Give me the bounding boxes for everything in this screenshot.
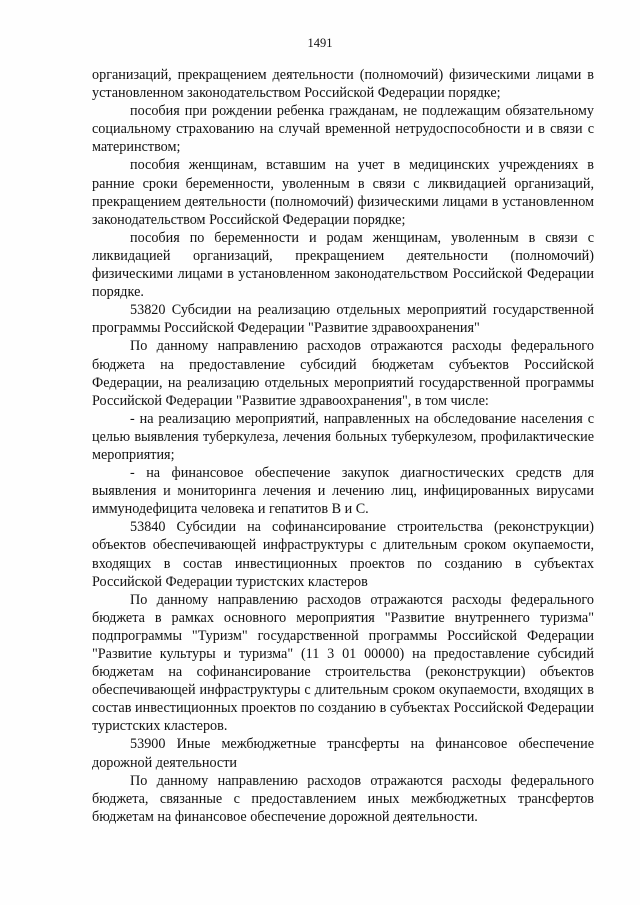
paragraph-maternity-benefit: пособия по беременности и родам женщинам, уволенным в связи с ликвидацией организаций, прекращением деятельности (полномочий) физическими лицами в установленном законодательством Российской Федерации порядке. <box>92 229 594 301</box>
list-item-tuberculosis: - на реализацию мероприятий, направленных на обследование населения с целью выявления туберкулеза, лечения больных туберкулезом, профилактические мероприятия; <box>92 410 594 463</box>
paragraph-continuation: организаций, прекращением деятельности (полномочий) физическими лицами в установленном законодательством Российской Федерации порядке; <box>92 67 594 102</box>
heading-53840: 53840 Субсидии на софинансирование строительства (реконструкции) объектов обеспечивающей инфраструктуры с длительным сроком окупаемости, входящих в состав инвестиционных проектов по созданию в субъектах Российской Федерации туристских кластеров <box>92 519 594 590</box>
paragraph-53900-description: По данному направлению расходов отражаются расходы федерального бюджета, связанные с предоставлением иных межбюджетных трансфертов бюджетам на финансовое обеспечение дорожной деятельности. <box>92 772 594 825</box>
paragraph-53840-description: По данному направлению расходов отражаются расходы федерального бюджета в рамках основного мероприятия "Развитие внутреннего туризма" подпрограммы "Туризм" государственной программы Российской Федерации "Развитие культуры и туризма" (11 3 01 00000) на предоставление субсидий бюджетам на софинансирование строительства (реконструкции) объектов обеспечивающей инфраструктуры с длительным сроком окупаемости, входящих в состав инвестиционных проектов по созданию в субъектах Российской Федерации туристских кластеров. <box>92 591 594 735</box>
paragraph-birth-benefit: пособия при рождении ребенка гражданам, не подлежащим обязательному социальному страхованию на случай временной нетрудоспособности и в связи с материнством; <box>92 103 594 156</box>
paragraph-early-pregnancy-benefit: пособия женщинам, вставшим на учет в медицинских учреждениях в ранние сроки беременности, уволенным в связи с ликвидацией организаций, прекращением деятельности (полномочий) физическими лицами в установленном законодательством Российской Федерации порядке; <box>92 157 594 228</box>
heading-53900: 53900 Иные межбюджетные трансферты на финансовое обеспечение дорожной деятельности <box>92 736 594 771</box>
heading-53820: 53820 Субсидии на реализацию отдельных мероприятий государственной программы Российской Федерации "Развитие здравоохранения" <box>92 302 594 337</box>
list-item-hiv-diagnostics: - на финансовое обеспечение закупок диагностических средств для выявления и мониторинга лечения и лечению лиц, инфицированных вирусами иммунодефицита человека и гепатитов В и С. <box>92 465 594 518</box>
paragraph-53820-description: По данному направлению расходов отражаются расходы федерального бюджета на предоставление субсидий бюджетам субъектов Российской Федерации, на реализацию отдельных мероприятий государственной программы Российской Федерации "Развитие здравоохранения", в том числе: <box>92 338 594 409</box>
document-body <box>92 66 594 826</box>
page-number: 1491 <box>307 36 333 50</box>
